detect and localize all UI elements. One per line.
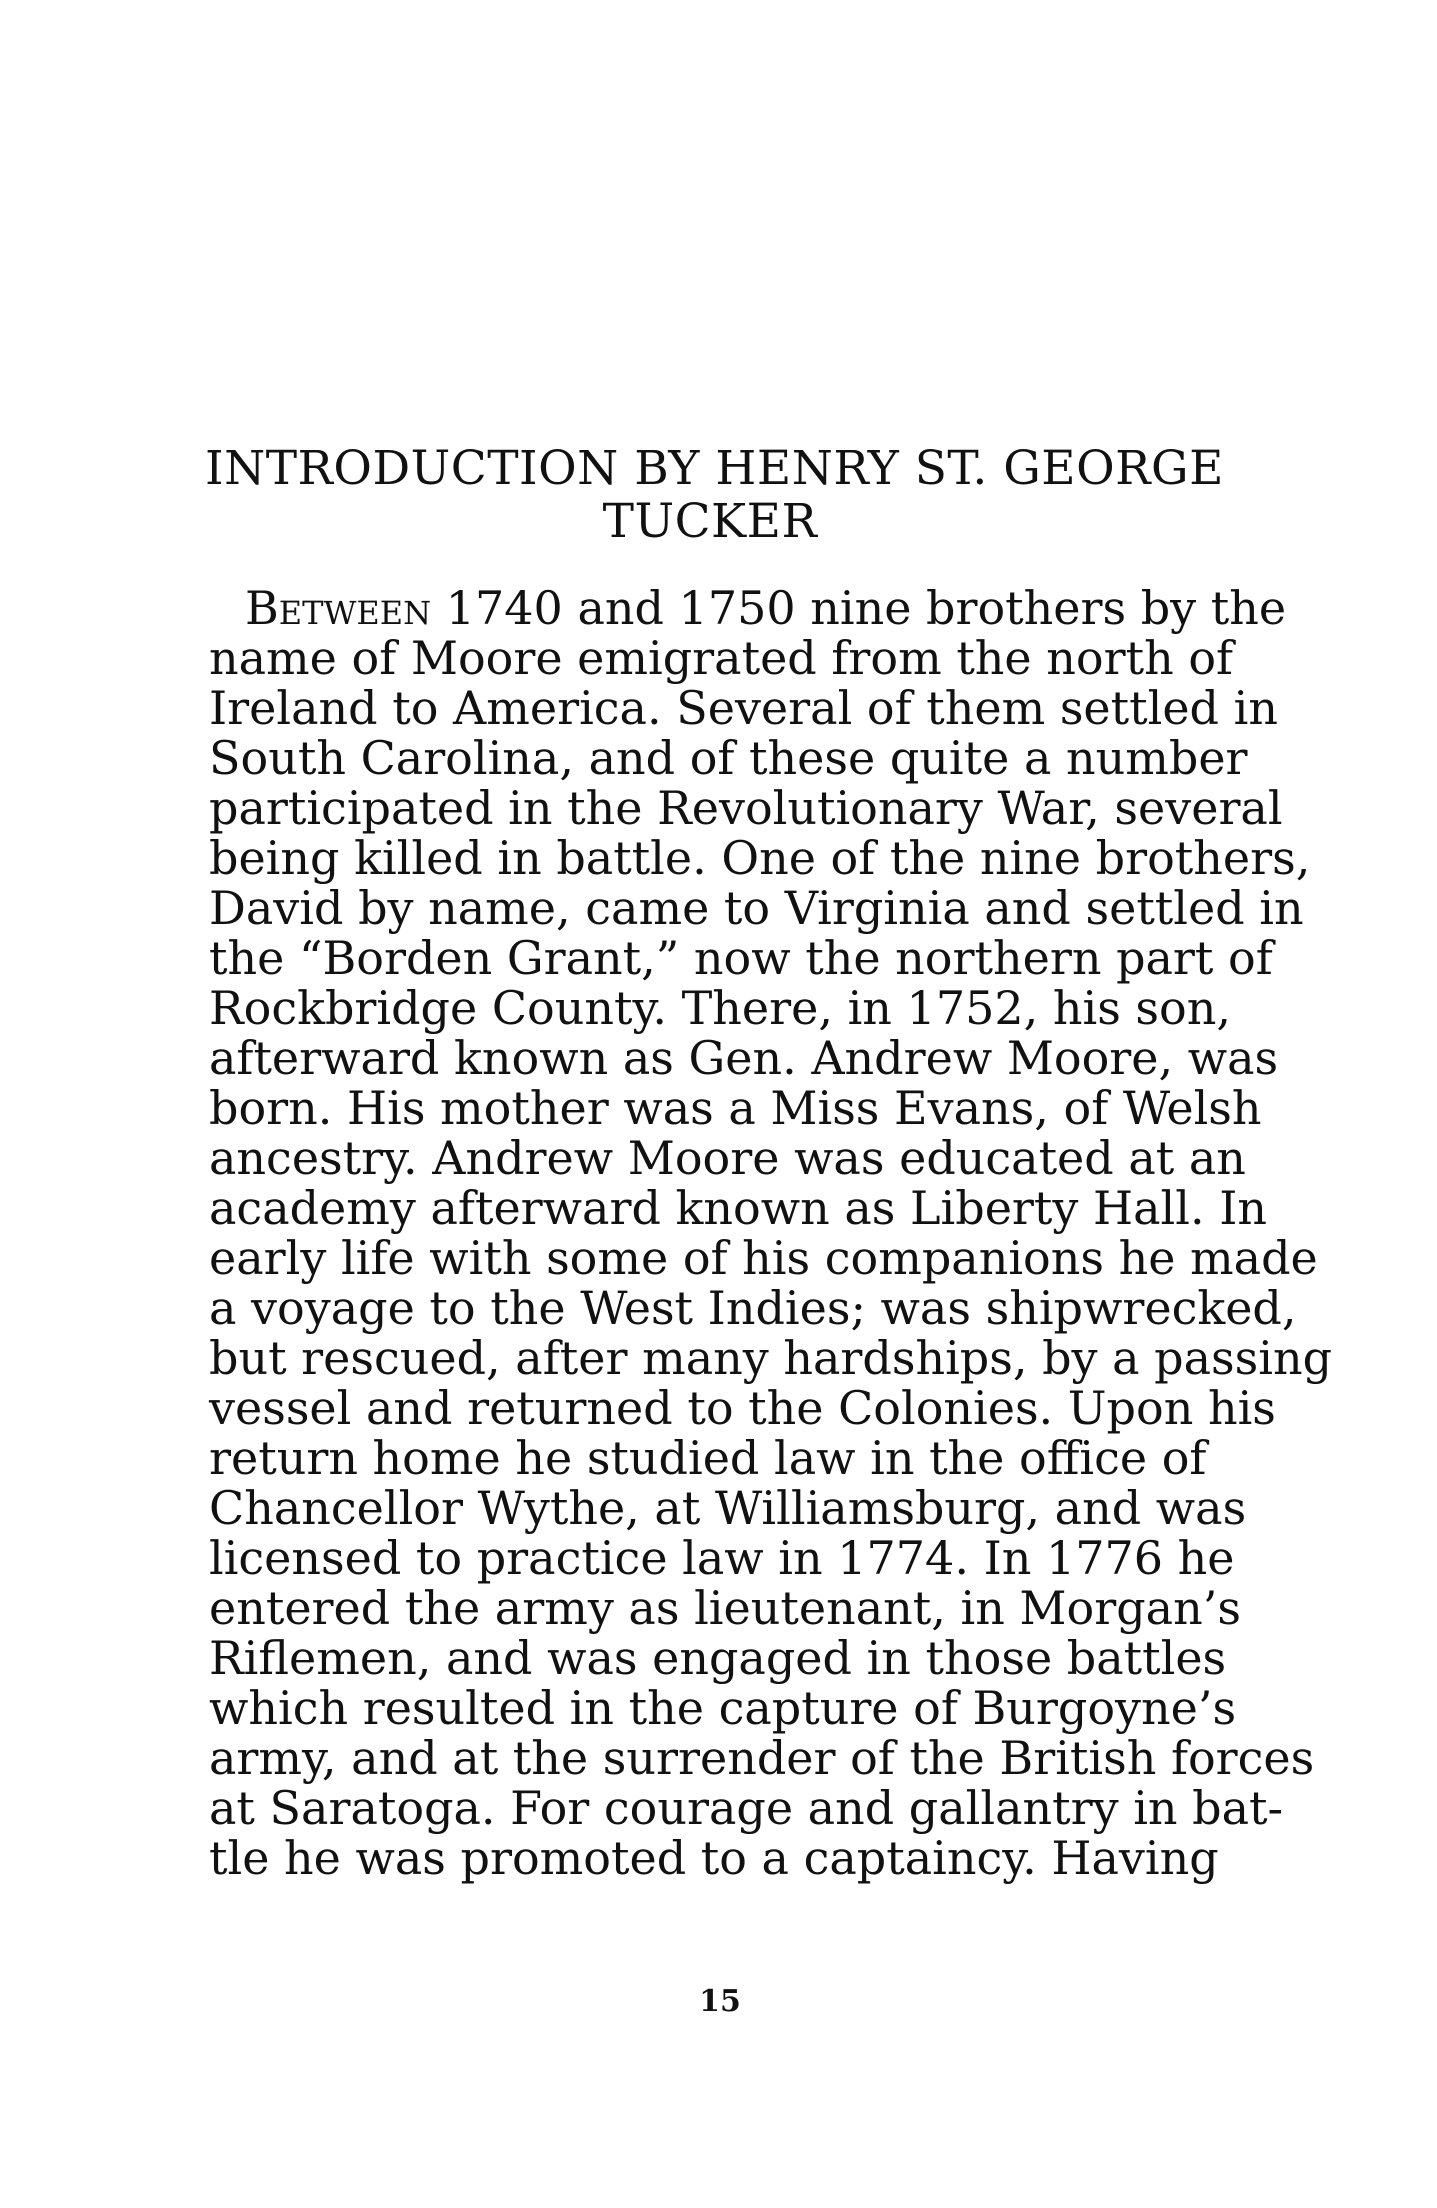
body-text-line: afterward known as Gen. Andrew Moore, was [209, 1031, 1279, 1085]
body-text-line: licensed to practice law in 1774. In 1776 he [209, 1531, 1235, 1585]
page-number: 15 [699, 1984, 741, 2019]
body-text-line: South Carolina, and of these quite a number [209, 731, 1248, 785]
body-text-line [245, 581, 1287, 635]
body-text-line: participated in the Revolutionary War, several [209, 781, 1283, 835]
body-text-line: Chancellor Wythe, at Williamsburg, and was [209, 1481, 1247, 1535]
body-text-line: return home he studied law in the office of [209, 1431, 1207, 1485]
body-text-line: but rescued, after many hardships, by a passing [209, 1331, 1333, 1385]
body-text-line: born. His mother was a Miss Evans, of Welsh [209, 1081, 1262, 1135]
body-text-line: which resulted in the capture of Burgoyne’s [209, 1681, 1237, 1735]
body-text-line: name of Moore emigrated from the north of [209, 631, 1234, 685]
body-text-line: Ireland to America. Several of them settled in [209, 681, 1278, 735]
body-text-line: ancestry. Andrew Moore was educated at an [209, 1131, 1246, 1185]
body-text-line: tle he was promoted to a captaincy. Having [209, 1831, 1219, 1885]
body-text-line: academy afterward known as Liberty Hall. In [209, 1181, 1267, 1235]
chapter-title-line-1: INTRODUCTION BY HENRY ST. GEORGE [205, 441, 1224, 496]
body-text-line: the “Borden Grant,” now the northern part of [209, 931, 1273, 985]
body-text-line: vessel and returned to the Colonies. Upon his [209, 1381, 1276, 1435]
body-text-line: Rockbridge County. There, in 1752, his son, [209, 981, 1231, 1035]
body-text-line: army, and at the surrender of the British forces [209, 1731, 1315, 1785]
body-text-line: early life with some of his companions he made [209, 1231, 1318, 1285]
first-line-rest: 1740 and 1750 nine brothers by the [445, 581, 1287, 635]
body-text-line: Riflemen, and was engaged in those battles [209, 1631, 1227, 1685]
body-text-line: entered the army as lieutenant, in Morgan’s [209, 1581, 1241, 1635]
drop-word: Between [245, 581, 432, 635]
body-text-line: at Saratoga. For courage and gallantry in bat- [209, 1781, 1284, 1835]
body-text-line: being killed in battle. One of the nine brothers, [209, 831, 1311, 885]
chapter-title-line-2: TUCKER [602, 494, 818, 549]
body-text-line: a voyage to the West Indies; was shipwrecked, [209, 1281, 1297, 1335]
body-text-line: David by name, came to Virginia and settled in [209, 881, 1304, 935]
